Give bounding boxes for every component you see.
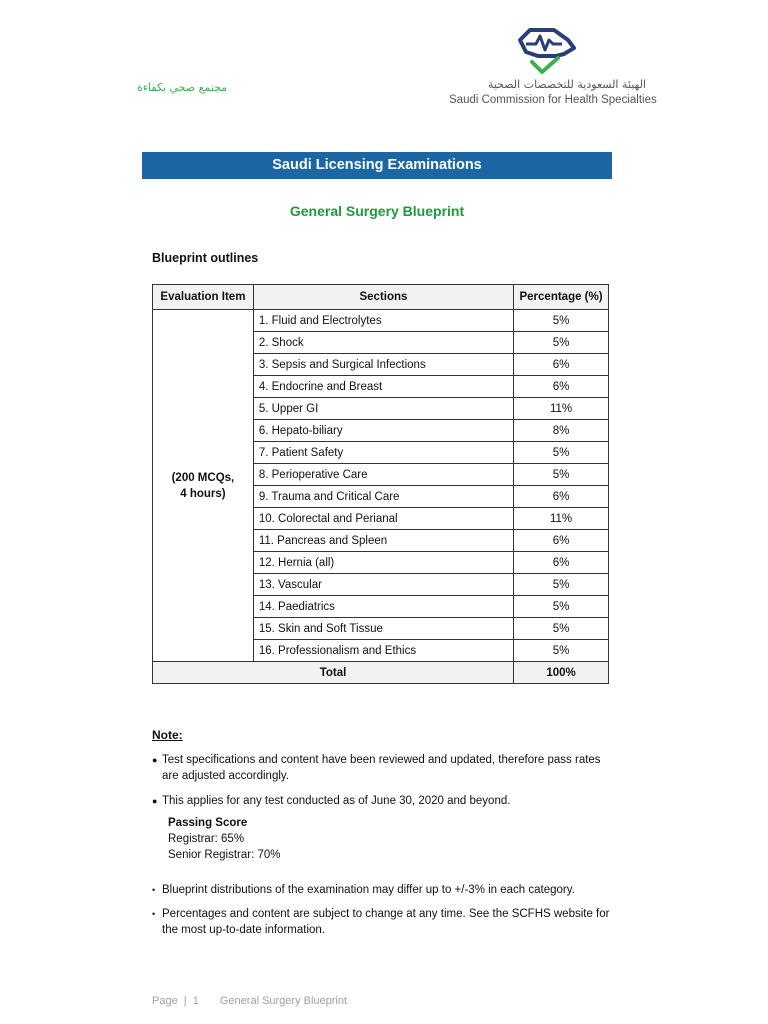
footer-title: General Surgery Blueprint <box>219 995 348 1007</box>
section-cell: 1. Fluid and Electrolytes <box>253 310 513 332</box>
bullet-icon: ● <box>152 755 158 765</box>
section-cell: 8. Perioperative Care <box>253 464 513 486</box>
section-cell: 13. Vascular <box>253 574 513 596</box>
note-item-4 <box>152 906 612 938</box>
table-row <box>153 310 609 332</box>
percentage-cell: 5% <box>514 310 609 332</box>
slogan-arabic: مجتمع صحي بكفاءة <box>137 81 228 94</box>
total-value: 100% <box>514 662 609 684</box>
section-cell: 3. Sepsis and Surgical Infections <box>253 354 513 376</box>
percentage-cell: 11% <box>514 398 609 420</box>
org-name-english: Saudi Commission for Health Specialties <box>449 94 657 106</box>
note-item-2 <box>152 793 612 809</box>
passing-score-senior: Senior Registrar: 70% <box>168 849 281 861</box>
percentage-cell: 8% <box>514 420 609 442</box>
percentage-cell: 5% <box>514 332 609 354</box>
page-footer <box>152 995 347 1007</box>
note-heading: Note: <box>152 728 183 742</box>
section-cell: 10. Colorectal and Perianal <box>253 508 513 530</box>
section-cell: 7. Patient Safety <box>253 442 513 464</box>
exam-banner: Saudi Licensing Examinations <box>142 152 612 179</box>
note-text: This applies for any test conducted as of June 30, 2020 and beyond. <box>162 795 511 807</box>
document-title: General Surgery Blueprint <box>289 203 465 219</box>
bullet-icon: • <box>152 909 156 919</box>
blueprint-table <box>152 284 609 684</box>
evaluation-item-line1: (200 MCQs, <box>171 471 235 484</box>
evaluation-item-cell <box>153 310 254 662</box>
section-cell: 16. Professionalism and Ethics <box>253 640 513 662</box>
percentage-cell: 6% <box>514 376 609 398</box>
percentage-cell: 6% <box>514 486 609 508</box>
bullet-icon: • <box>152 885 156 895</box>
section-cell: 9. Trauma and Critical Care <box>253 486 513 508</box>
header-evaluation-item: Evaluation Item <box>153 285 254 310</box>
percentage-cell: 5% <box>514 618 609 640</box>
footer-separator: | <box>183 995 187 1007</box>
percentage-cell: 6% <box>514 354 609 376</box>
percentage-cell: 5% <box>514 464 609 486</box>
scfhs-logo-icon <box>514 26 578 78</box>
table-header-row <box>153 285 609 310</box>
passing-score-registrar: Registrar: 65% <box>168 833 245 845</box>
footer-page-label: Page <box>152 995 178 1007</box>
scfhs-logo <box>448 26 657 110</box>
header-sections: Sections <box>253 285 513 310</box>
header-percentage: Percentage (%) <box>514 285 609 310</box>
footer-page-number: 1 <box>192 995 199 1007</box>
total-row <box>153 662 609 684</box>
percentage-cell: 5% <box>514 442 609 464</box>
note-text: Percentages and content are subject to change at any time. See the SCFHS website for the most up-to-date information. <box>162 908 610 936</box>
percentage-cell: 11% <box>514 508 609 530</box>
section-cell: 11. Pancreas and Spleen <box>253 530 513 552</box>
bullet-icon: ● <box>152 796 158 806</box>
note-item-1 <box>152 752 612 784</box>
section-cell: 2. Shock <box>253 332 513 354</box>
percentage-cell: 5% <box>514 640 609 662</box>
evaluation-item-line2: 4 hours) <box>180 487 226 500</box>
outline-heading: Blueprint outlines <box>152 251 259 265</box>
total-label: Total <box>153 662 514 684</box>
section-cell: 5. Upper GI <box>253 398 513 420</box>
section-cell: 12. Hernia (all) <box>253 552 513 574</box>
section-cell: 14. Paediatrics <box>253 596 513 618</box>
percentage-cell: 5% <box>514 574 609 596</box>
section-cell: 15. Skin and Soft Tissue <box>253 618 513 640</box>
section-cell: 6. Hepato-biliary <box>253 420 513 442</box>
percentage-cell: 5% <box>514 596 609 618</box>
note-item-3 <box>152 882 612 898</box>
passing-score-heading: Passing Score <box>168 817 248 829</box>
note-text: Test specifications and content have been reviewed and updated, therefore pass rates are adjusted accordingly. <box>162 754 601 782</box>
section-cell: 4. Endocrine and Breast <box>253 376 513 398</box>
percentage-cell: 6% <box>514 530 609 552</box>
org-name-arabic: الهيئة السعودية للتخصصات الصحية <box>487 78 646 91</box>
note-text: Blueprint distributions of the examination may differ up to +/-3% in each category. <box>162 884 575 896</box>
percentage-cell: 6% <box>514 552 609 574</box>
passing-score-block <box>168 815 281 863</box>
